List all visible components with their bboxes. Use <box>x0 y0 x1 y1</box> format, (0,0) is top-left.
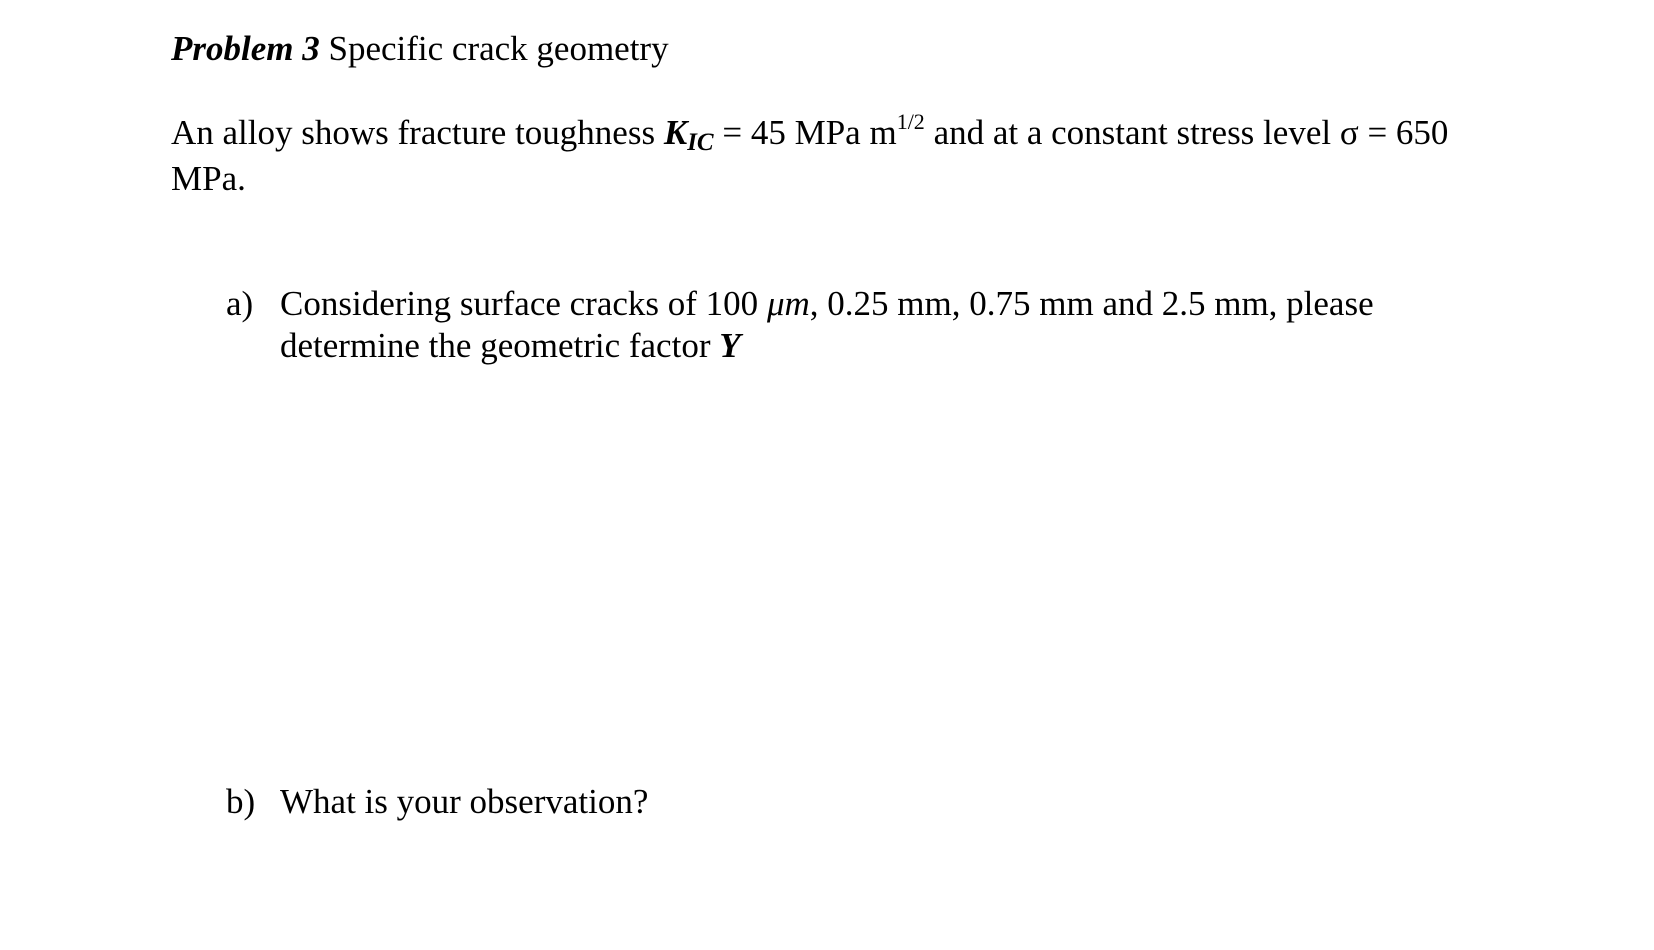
fracture-toughness-symbol <box>663 113 714 156</box>
intro-text-3: and at a constant stress level σ = 650 MPa. <box>171 113 1449 198</box>
intro-text-1: An alloy shows fracture toughness <box>171 113 656 152</box>
problem-statement <box>171 109 1471 200</box>
question-a-text <box>280 283 1466 367</box>
micrometer-unit: μm <box>766 284 810 323</box>
k-subscript: IC <box>687 129 714 156</box>
problem-heading <box>171 28 669 70</box>
problem-label: Problem 3 <box>171 29 320 68</box>
problem-title: Specific crack geometry <box>328 29 669 68</box>
question-a-text-1: Considering surface cracks of 100 <box>280 284 759 323</box>
question-b-text: What is your observation? <box>280 782 649 821</box>
geometric-factor-symbol: Y <box>719 326 741 365</box>
intro-text-2: = 45 MPa m <box>722 113 897 152</box>
question-a-text-2: , 0.25 mm, 0.75 mm and 2.5 mm, please determine the geometric factor <box>280 284 1374 365</box>
question-b-label: b) <box>226 782 256 821</box>
question-b <box>226 781 1466 823</box>
question-a-label: a) <box>226 284 254 323</box>
question-a <box>226 283 1466 367</box>
unit-exponent: 1/2 <box>896 109 925 134</box>
k-symbol: K <box>663 113 688 152</box>
